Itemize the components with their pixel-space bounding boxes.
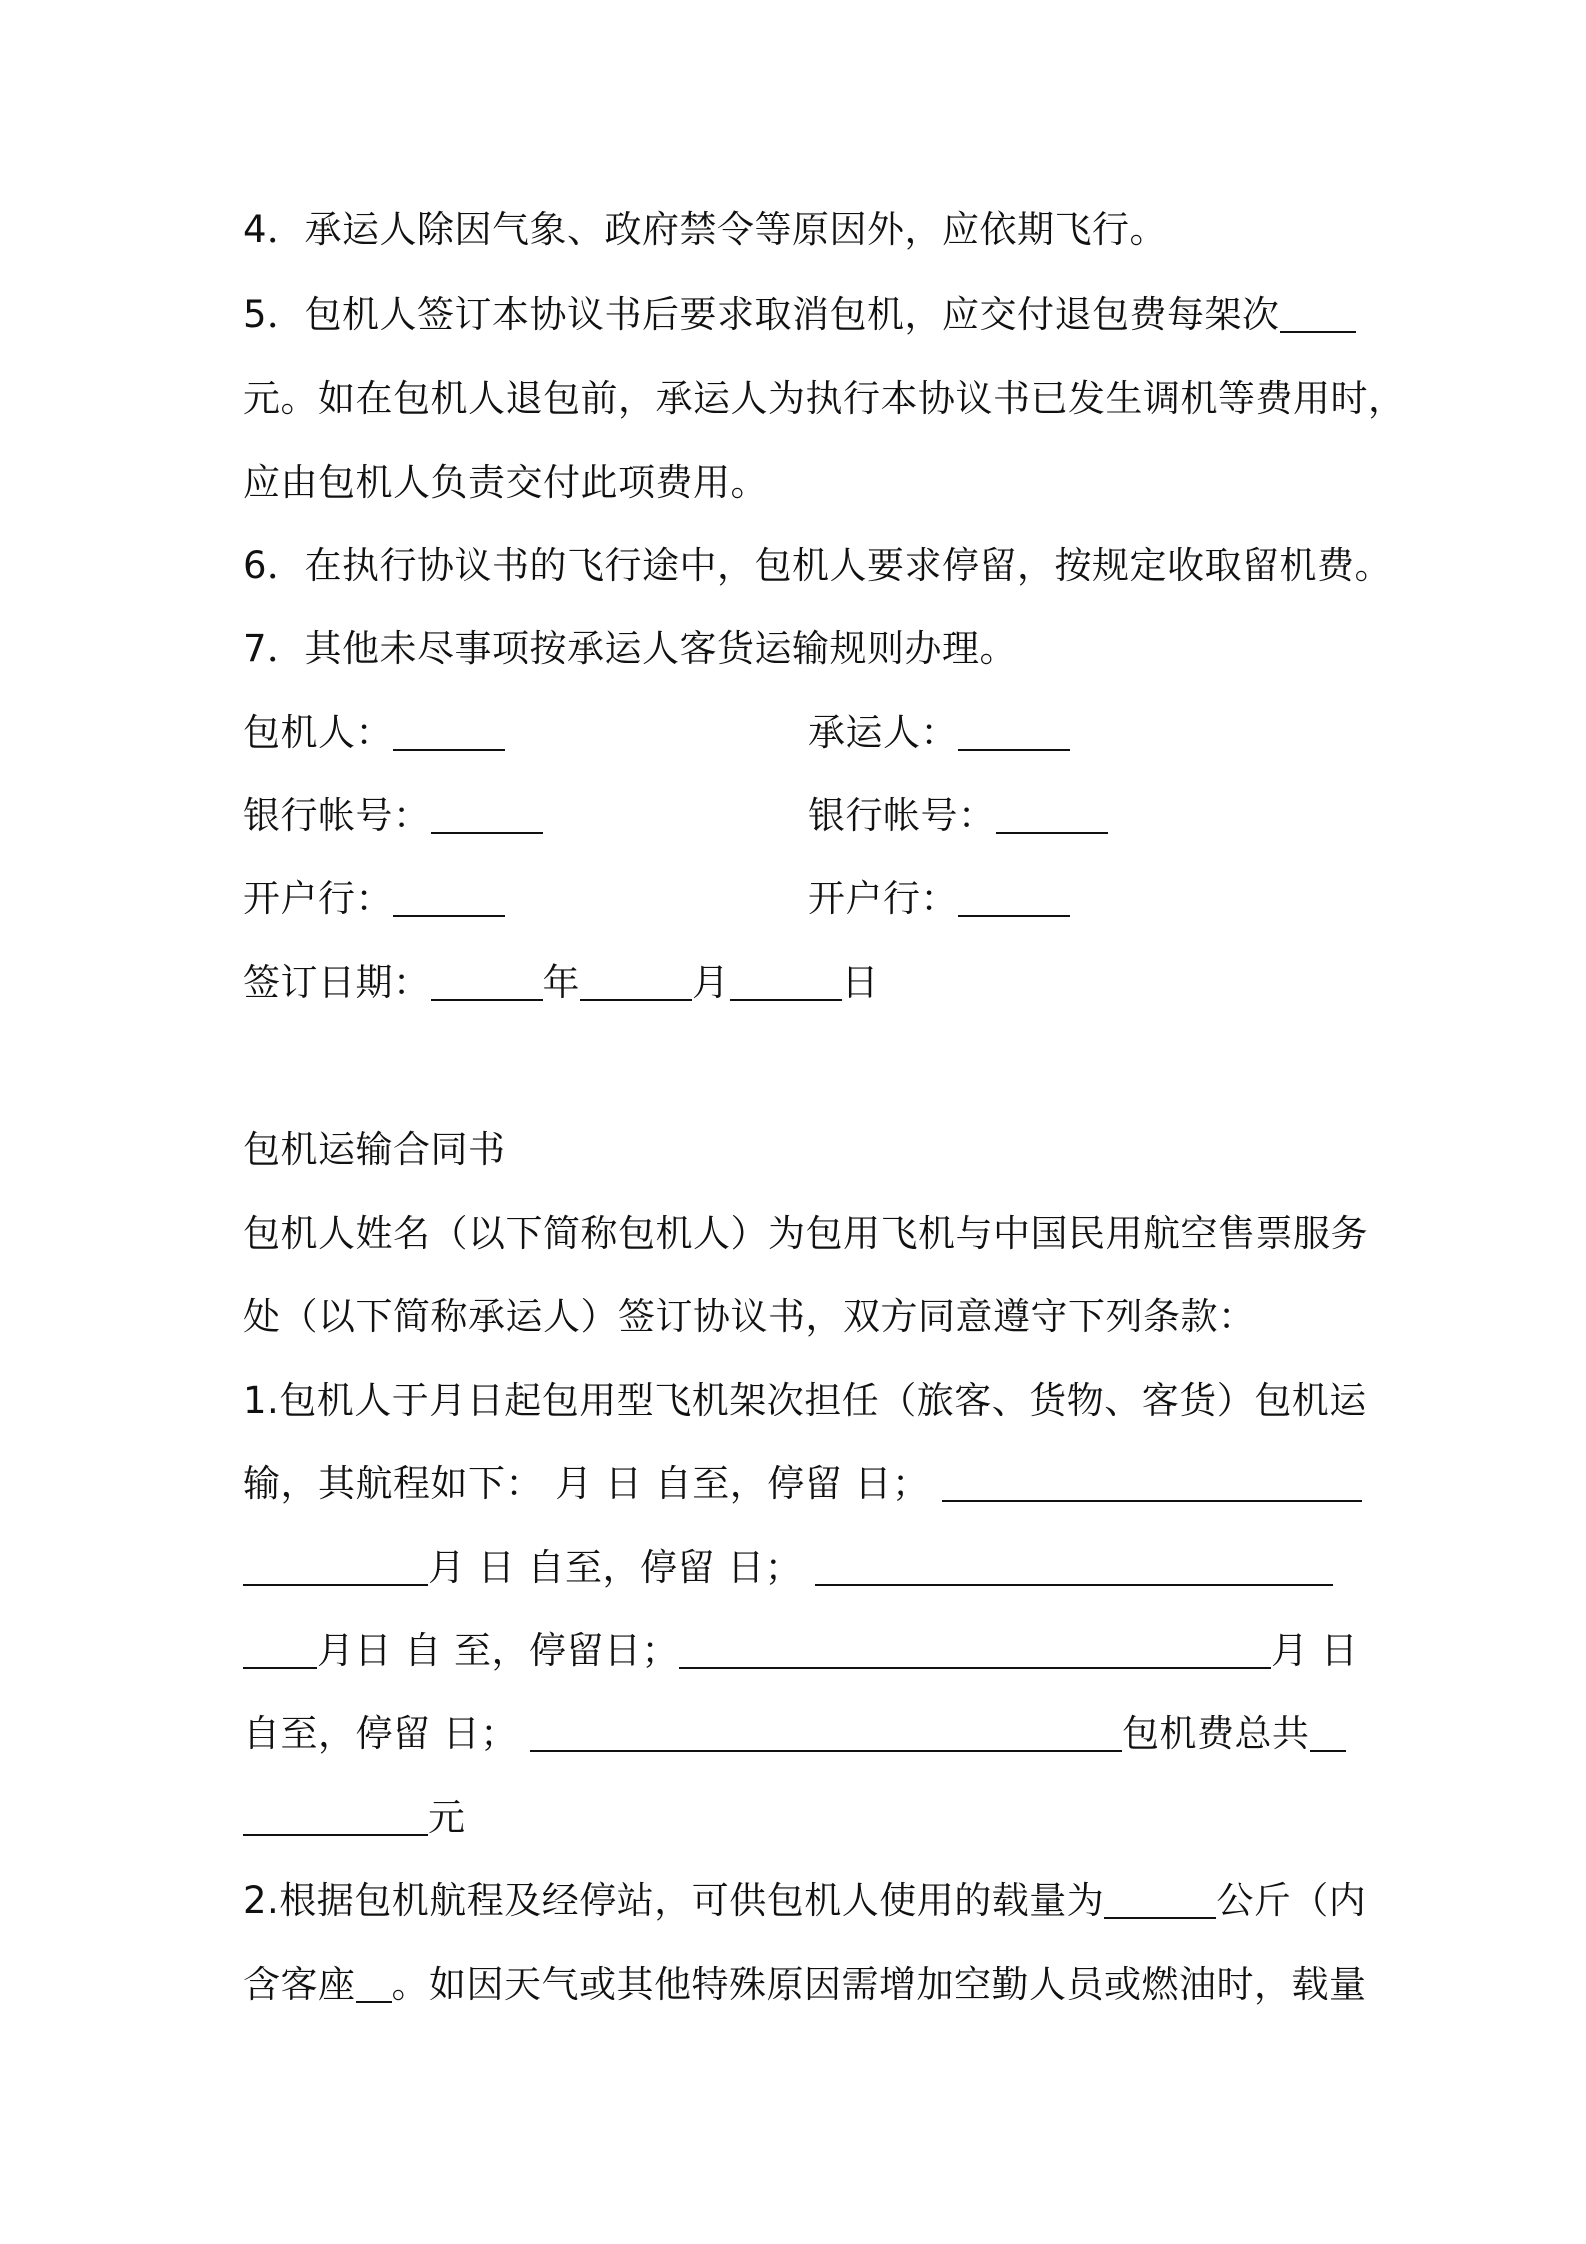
intro-line-1: 包机人姓名（以下简称包机人）为包用飞机与中国民用航空售票服务 <box>243 1212 1368 1255</box>
blank-line <box>958 709 1070 751</box>
bank-label: 开户行： <box>243 877 393 920</box>
bank-account-left-field <box>243 791 763 841</box>
load-text: 2.根据包机航程及经停站，可供包机人使用的载量为 <box>243 1879 1105 1922</box>
currency-label: 元 <box>428 1796 466 1839</box>
blank-line <box>1280 291 1356 333</box>
item-1-line-2 <box>243 1459 1363 1509</box>
contract-title: 包机运输合同书 <box>243 1128 506 1171</box>
item-1-line-6 <box>243 1793 1363 1843</box>
item-1-line-4 <box>243 1626 1363 1676</box>
intro-line-2: 处（以下简称承运人）签订协议书，双方同意遵守下列条款： <box>243 1295 1256 1338</box>
blank-line <box>1104 1877 1216 1919</box>
bank-left-field <box>243 874 763 924</box>
item-1-line-5 <box>243 1709 1363 1759</box>
charterer-field <box>243 708 763 758</box>
bank-label: 开户行： <box>808 877 958 920</box>
route-text: 输，其航程如下： 月 日 自至，停留 日； <box>243 1462 930 1505</box>
item-1-line-1: 1.包机人于月日起包用型飞机架次担任（旅客、货物、客货）包机运 <box>243 1379 1367 1422</box>
bank-account-label: 银行帐号： <box>808 794 996 837</box>
year-label: 年 <box>542 961 580 1004</box>
sign-date-label: 签订日期： <box>243 961 431 1004</box>
bank-account-right-field <box>808 791 1108 841</box>
charter-fee-label: 包机费总共 <box>1122 1712 1310 1755</box>
blank-line <box>243 1544 428 1586</box>
carrier-field <box>808 708 1070 758</box>
clause-7: 7．其他未尽事项按承运人客货运输规则办理。 <box>243 627 1018 670</box>
route-text: 月日 自 至，停留日； <box>317 1629 680 1672</box>
item-2-line-2 <box>243 1960 1367 2010</box>
blank-line <box>1310 1710 1346 1752</box>
clause-6: 6．在执行协议书的飞行途中，包机人要求停留，按规定收取留机费。 <box>243 544 1393 587</box>
item-2-line-1 <box>243 1876 1367 1926</box>
blank-line <box>958 875 1070 917</box>
route-text: 月 日 自至，停留 日； <box>428 1546 803 1589</box>
bank-account-label: 银行帐号： <box>243 794 431 837</box>
day-label: 日 <box>841 961 879 1004</box>
charterer-label: 包机人： <box>243 711 393 754</box>
blank-line <box>431 792 543 834</box>
blank-line <box>530 1710 1122 1752</box>
blank-line <box>942 1460 1362 1502</box>
blank-line <box>730 959 842 1001</box>
blank-line <box>356 1961 392 2003</box>
seat-text: 含客座 <box>243 1963 356 2006</box>
carrier-label: 承运人： <box>808 711 958 754</box>
clause-5-line-1 <box>243 290 1363 340</box>
sign-date-field <box>243 958 1363 1008</box>
blank-line <box>815 1544 1333 1586</box>
load-note-text: 。如因天气或其他特殊原因需增加空勤人员或燃油时，载量 <box>391 1963 1367 2006</box>
blank-line <box>679 1627 1271 1669</box>
blank-line <box>393 709 505 751</box>
clause-5-line-2: 元。如在包机人退包前，承运人为执行本协议书已发生调机等费用时， <box>243 377 1406 420</box>
blank-line <box>393 875 505 917</box>
month-label: 月 <box>692 961 730 1004</box>
blank-line <box>243 1627 317 1669</box>
blank-line <box>996 792 1108 834</box>
clause-5-line-3: 应由包机人负责交付此项费用。 <box>243 461 768 504</box>
blank-line <box>431 959 543 1001</box>
route-text-end: 月 日 <box>1271 1629 1359 1672</box>
load-unit-text: 公斤（内 <box>1216 1879 1367 1922</box>
route-text: 自至，停留 日； <box>243 1712 518 1755</box>
blank-line <box>580 959 692 1001</box>
clause-4: 4．承运人除因气象、政府禁令等原因外，应依期飞行。 <box>243 208 1168 251</box>
blank-line <box>243 1794 428 1836</box>
bank-right-field <box>808 874 1070 924</box>
item-1-line-3 <box>243 1543 1363 1593</box>
clause-5-text: 5．包机人签订本协议书后要求取消包机，应交付退包费每架次 <box>243 293 1280 336</box>
